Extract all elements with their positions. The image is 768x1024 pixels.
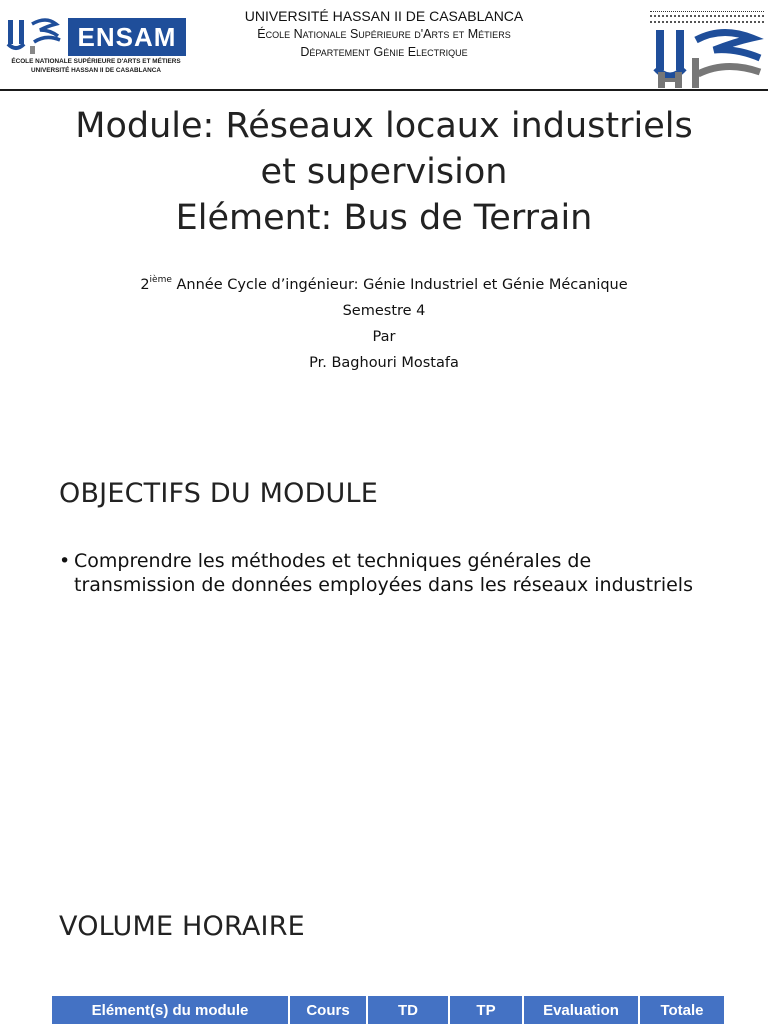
author-name: Pr. Baghouri Mostafa — [309, 355, 459, 371]
header-divider — [0, 89, 768, 91]
objectives-heading: OBJECTIFS DU MODULE — [59, 478, 379, 509]
table-header-cell: TD — [367, 996, 449, 1024]
school-name: École Nationale Supérieure d'Arts et Métiers — [257, 27, 511, 41]
ordinal-suffix: ième — [149, 275, 172, 286]
table-header-cell: TP — [449, 996, 523, 1024]
logo-latin-text — [650, 21, 764, 27]
course-info — [0, 272, 768, 376]
bullet-icon: • — [59, 550, 71, 572]
module-title — [0, 103, 768, 241]
university-logo — [650, 4, 764, 88]
objective-text: transmission de données employées dans les réseaux industriels — [74, 574, 693, 596]
university-name: UNIVERSITÉ HASSAN II DE CASABLANCA — [244, 8, 524, 24]
logo-caption-line2: UNIVERSITÉ HASSAN II DE CASABLANCA — [31, 67, 161, 74]
volume-heading: VOLUME HORAIRE — [59, 911, 305, 942]
university-mark-icon — [6, 16, 64, 56]
table-header-cell: Evaluation — [523, 996, 639, 1024]
semester: Semestre 4 — [342, 303, 426, 319]
table-header-cell: Totale — [639, 996, 724, 1024]
table-header-row — [52, 996, 724, 1024]
table-header-cell: Cours — [289, 996, 367, 1024]
institution-heading — [196, 7, 572, 61]
element-title: Elément: Bus de Terrain — [175, 198, 593, 238]
title-line: et supervision — [260, 152, 508, 192]
document-header — [0, 0, 768, 92]
logo-arabic-text — [650, 4, 764, 12]
department-name: Département Génie Electrique — [300, 45, 468, 59]
title-line: Module: Réseaux locaux industriels — [75, 106, 693, 146]
university-emblem-icon — [652, 28, 764, 88]
objective-text: Comprendre les méthodes et techniques générales de — [74, 550, 592, 572]
volume-table — [52, 996, 724, 1024]
ensam-brand: ENSAM — [68, 18, 186, 56]
objectives-list — [59, 549, 739, 597]
program-line: 2ième Année Cycle d’ingénieur: Génie Industriel et Génie Mécanique — [140, 275, 628, 293]
list-item — [59, 549, 739, 597]
logo-caption-line1: ÉCOLE NATIONALE SUPÉRIEURE D'ARTS ET MÉTIERS — [11, 58, 181, 65]
by-label: Par — [372, 329, 396, 345]
ensam-logo — [4, 14, 188, 80]
table-header-cell: Elément(s) du module — [52, 996, 289, 1024]
